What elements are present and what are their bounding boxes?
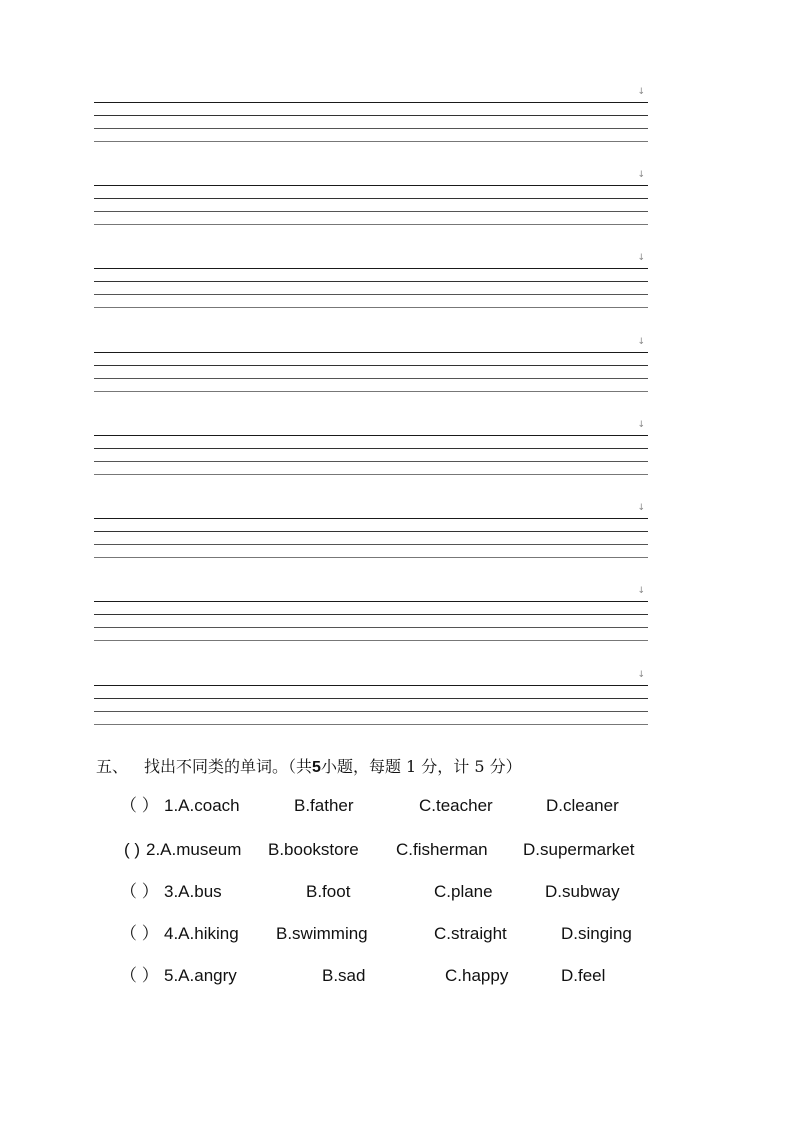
writing-line [94, 211, 648, 212]
writing-line [94, 531, 648, 532]
paragraph-mark-icon: ↓ [637, 87, 645, 97]
option-d: D.singing [561, 924, 632, 943]
option-b: B.sad [322, 966, 366, 985]
question-row-4 [0, 922, 794, 946]
writing-line [94, 724, 648, 725]
writing-line [94, 128, 648, 129]
writing-line [94, 268, 648, 269]
writing-line [94, 378, 648, 379]
writing-line-group [94, 420, 648, 477]
writing-line-group [94, 170, 648, 227]
writing-line [94, 435, 648, 436]
writing-line [94, 474, 648, 475]
option-a: 3.A.bus [164, 882, 222, 901]
writing-line [94, 115, 648, 116]
question-row-2 [0, 838, 794, 862]
option-c: C.straight [434, 924, 507, 943]
option-d: D.supermarket [523, 840, 635, 859]
writing-line [94, 461, 648, 462]
answer-bracket[interactable]: （ ） [120, 966, 159, 985]
option-c: C.fisherman [396, 840, 488, 859]
writing-line [94, 518, 648, 519]
option-a: 1.A.coach [164, 796, 240, 815]
writing-line-group [94, 87, 648, 144]
section-title-part-a: 找出不同类的单词。（共 [144, 757, 313, 776]
option-d: D.cleaner [546, 796, 619, 815]
writing-line [94, 711, 648, 712]
writing-line [94, 601, 648, 602]
section-question-count: 5 [312, 759, 321, 776]
writing-line [94, 198, 648, 199]
option-d: D.feel [561, 966, 606, 985]
writing-line [94, 294, 648, 295]
answer-bracket[interactable]: （ ） [120, 882, 159, 901]
option-a: 5.A.angry [164, 966, 237, 985]
paragraph-mark-icon: ↓ [637, 170, 645, 180]
question-row-1 [0, 794, 794, 818]
writing-line [94, 685, 648, 686]
option-a: 4.A.hiking [164, 924, 239, 943]
option-b: B.foot [306, 882, 351, 901]
writing-line [94, 185, 648, 186]
writing-line [94, 391, 648, 392]
option-b: B.swimming [276, 924, 368, 943]
writing-line [94, 281, 648, 282]
writing-line-group [94, 337, 648, 394]
option-b: B.father [294, 796, 354, 815]
option-d: D.subway [545, 882, 620, 901]
writing-line [94, 614, 648, 615]
writing-line [94, 544, 648, 545]
paragraph-mark-icon: ↓ [637, 253, 645, 263]
option-c: C.plane [434, 882, 493, 901]
answer-bracket[interactable]: ( ) [124, 840, 141, 859]
paragraph-mark-icon: ↓ [637, 586, 645, 596]
writing-line [94, 627, 648, 628]
answer-bracket[interactable]: （ ） [120, 796, 159, 815]
question-row-3 [0, 880, 794, 904]
section-heading [96, 756, 522, 779]
writing-line [94, 141, 648, 142]
writing-line [94, 307, 648, 308]
question-row-5 [0, 964, 794, 988]
writing-line [94, 698, 648, 699]
writing-line [94, 352, 648, 353]
writing-line [94, 224, 648, 225]
paragraph-mark-icon: ↓ [637, 337, 645, 347]
option-c: C.teacher [419, 796, 493, 815]
option-c: C.happy [445, 966, 509, 985]
paragraph-mark-icon: ↓ [637, 420, 645, 430]
writing-line [94, 365, 648, 366]
writing-line [94, 448, 648, 449]
paragraph-mark-icon: ↓ [637, 670, 645, 680]
section-number: 五、 [96, 757, 129, 776]
answer-bracket[interactable]: （ ） [120, 924, 159, 943]
option-a: 2.A.museum [146, 840, 242, 859]
section-title-part-b: 小题，每题 1 分，计 5 分） [320, 757, 522, 776]
writing-line-group [94, 586, 648, 643]
writing-line-group [94, 670, 648, 727]
option-b: B.bookstore [268, 840, 359, 859]
writing-line-group [94, 503, 648, 560]
writing-line-group [94, 253, 648, 310]
paragraph-mark-icon: ↓ [637, 503, 645, 513]
writing-line [94, 102, 648, 103]
writing-line [94, 557, 648, 558]
writing-line [94, 640, 648, 641]
